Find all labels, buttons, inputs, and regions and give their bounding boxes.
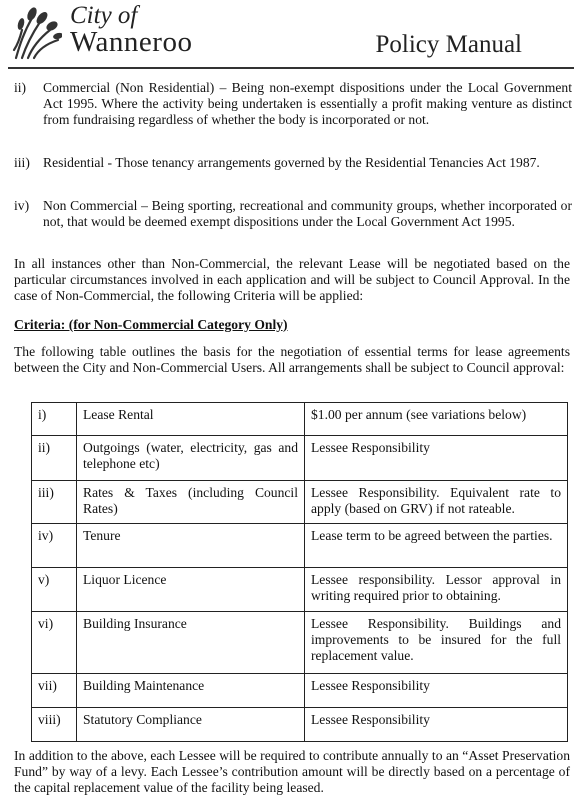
org-name-line2: Wanneroo: [70, 26, 193, 58]
row-detail: Lessee Responsibility: [305, 436, 568, 481]
table-row: [32, 524, 568, 568]
row-number: ii): [32, 436, 77, 481]
table-row: [32, 403, 568, 436]
header-divider: [8, 67, 574, 69]
page-title: Policy Manual: [375, 31, 522, 58]
row-term: Tenure: [77, 524, 305, 568]
row-detail: Lessee Responsibility. Equivalent rate to apply (based on GRV) if not rateable.: [305, 481, 568, 524]
table-row: [32, 568, 568, 612]
row-detail: Lessee Responsibility: [305, 708, 568, 742]
row-number: viii): [32, 708, 77, 742]
lease-terms-table: [31, 402, 568, 742]
list-item: [14, 198, 572, 230]
row-number: iv): [32, 524, 77, 568]
row-detail: Lessee responsibility. Lessor approval in writing required prior to obtaining.: [305, 568, 568, 612]
reed-logo-icon: [10, 4, 62, 60]
table-row: [32, 612, 568, 674]
closing-paragraph: In addition to the above, each Lessee will be required to contribute annually to an “Asset Preservation Fund” by way of a levy. Each Lessee’s contribution amount will be directly based on a percentage of the capital replacement value of the facility being leased.: [14, 748, 570, 795]
row-term: Building Maintenance: [77, 674, 305, 708]
criteria-heading: Criteria: (for Non-Commercial Category Only): [14, 317, 288, 332]
org-name-line1: City of: [70, 2, 138, 29]
instances-paragraph: In all instances other than Non-Commercial, the relevant Lease will be negotiated based on the particular circumstances involved in each application and will be subject to Council Approval. In the case of Non-Commercial, the following Criteria will be applied:: [14, 256, 570, 303]
table-row: [32, 481, 568, 524]
row-term: Building Insurance: [77, 612, 305, 674]
list-item-text: Residential - Those tenancy arrangements governed by the Residential Tenancies Act 1987.: [43, 155, 540, 170]
row-detail: Lease term to be agreed between the parties.: [305, 524, 568, 568]
row-number: vi): [32, 612, 77, 674]
row-term: Liquor Licence: [77, 568, 305, 612]
row-number: i): [32, 403, 77, 436]
list-item: [14, 155, 572, 171]
row-term: Outgoings (water, electricity, gas and telephone etc): [77, 436, 305, 481]
row-term: Statutory Compliance: [77, 708, 305, 742]
row-term: Rates & Taxes (including Council Rates): [77, 481, 305, 524]
list-item-number: iii): [14, 155, 30, 170]
list-item-number: ii): [14, 80, 27, 95]
list-item: [14, 80, 572, 128]
list-item-text: Non Commercial – Being sporting, recreational and community groups, whether incorporated or not, that would be deemed exempt dispositions under the Local Government Act 1995.: [43, 198, 572, 229]
list-item-number: iv): [14, 198, 30, 213]
list-item-text: Commercial (Non Residential) – Being non-exempt dispositions under the Local Government Act 1995. Where the activity being undertaken is essentially a profit making venture as distinct from fundraising regardless of whether the body is incorporated or not.: [43, 80, 572, 127]
table-row: [32, 674, 568, 708]
table-intro-paragraph: The following table outlines the basis for the negotiation of essential terms for lease agreements between the City and Non-Commercial Users. All arrangements shall be subject to Council approval:: [14, 344, 570, 375]
row-detail: Lessee Responsibility. Buildings and improvements to be insured for the full replacement value.: [305, 612, 568, 674]
table-row: [32, 708, 568, 742]
row-number: iii): [32, 481, 77, 524]
row-term: Lease Rental: [77, 403, 305, 436]
row-detail: Lessee Responsibility: [305, 674, 568, 708]
city-logo: [10, 4, 260, 62]
row-number: v): [32, 568, 77, 612]
row-detail: $1.00 per annum (see variations below): [305, 403, 568, 436]
row-number: vii): [32, 674, 77, 708]
table-row: [32, 436, 568, 481]
